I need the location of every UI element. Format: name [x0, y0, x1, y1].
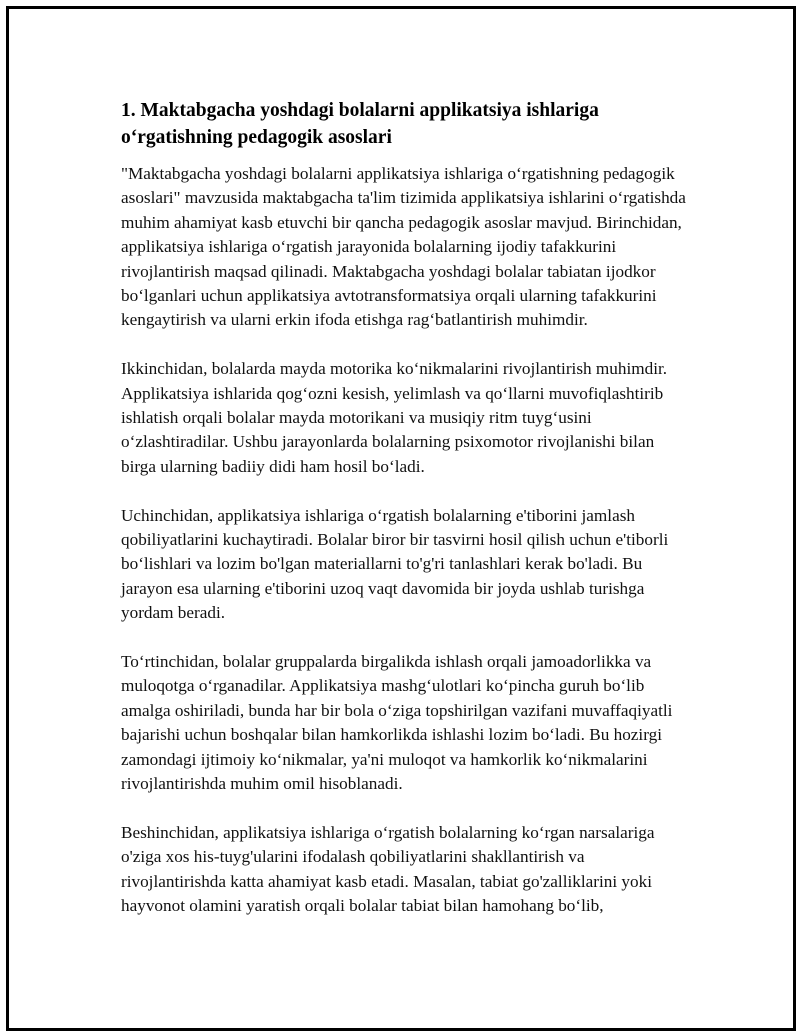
document-page: [6, 6, 796, 1031]
paragraph-2: Ikkinchidan, bolalarda mayda motorika ko‘nikmalarini rivojlantirish muhimdir. Applikatsiya ishlarida qog‘ozni kesish, yelimlash va qo‘llarni muvofiqlashtirib ishlatish orqali bolalar mayda motorikani va musiqiy ritm tuyg‘usini o‘zlashtiradilar. Ushbu jarayonlarda bolalarning psixomotor rivojlanishi bilan birga ularning badiiy didi ham hosil bo‘ladi.: [121, 359, 668, 476]
document-body: [121, 97, 691, 943]
paragraph-1: "Maktabgacha yoshdagi bolalarni applikatsiya ishlariga o‘rgatishning pedagogik asoslari" mavzusida maktabgacha ta'lim tizimida applikatsiya ishlarini o‘rgatishda muhim ahamiyat kasb etuvchi bir qancha pedagogik asoslar mavjud. Birinchidan, applikatsiya ishlariga o‘rgatish jarayonida bolalarning ijodiy tafakkurini rivojlantirish maqsad qilinadi. Maktabgacha yoshdagi bolalar tabiatan ijodkor bo‘lganlari uchun applikatsiya avtotransformatsiya orqali ularning tafakkurini kengaytirish va ularni erkin ifoda etishga rag‘batlantirish muhimdir.: [121, 164, 686, 330]
section-heading: 1. Maktabgacha yoshdagi bolalarni applikatsiya ishlariga o‘rgatishning pedagogik asoslari: [121, 100, 599, 148]
paragraph-3: Uchinchidan, applikatsiya ishlariga o‘rgatish bolalarning e'tiborini jamlash qobiliyatlarini kuchaytiradi. Bolalar biror bir tasvirni hosil qilish uchun e'tiborli bo‘lishlari va lozim bo'lgan materiallarni to'g'ri tanlashlari kerak bo'ladi. Bu jarayon esa ularning e'tiborini uzoq vaqt davomida bir joyda ushlab turishga yordam beradi.: [121, 505, 669, 623]
paragraph-5: Beshinchidan, applikatsiya ishlariga o‘rgatish bolalarning ko‘rgan narsalariga o'ziga xos his-tuyg'ularini ifodalash qobiliyatlarini shakllantirish va rivojlantirishda katta ahamiyat kasb etadi. Masalan, tabiat go'zalliklarini yoki hayvonot olamini yaratish orqali bolalar tabiat bilan hamohang bo‘lib,: [121, 822, 655, 916]
paragraph-4: To‘rtinchidan, bolalar gruppalarda birgalikda ishlash orqali jamoadorlikka va muloqotga o‘rganadilar. Applikatsiya mashg‘ulotlari ko‘pincha guruh bo‘lib amalga oshiriladi, bunda har bir bola o‘ziga topshirilgan vazifani muvaffaqiyatli bajarishi uchun boshqalar bilan hamkorlikda ishlashi lozim bo‘ladi. Bu hozirgi zamondagi ijtimoiy ko‘nikmalar, ya'ni muloqot va hamkorlik ko‘nikmalarini rivojlantirishda muhim omil hisoblanadi.: [121, 652, 673, 794]
